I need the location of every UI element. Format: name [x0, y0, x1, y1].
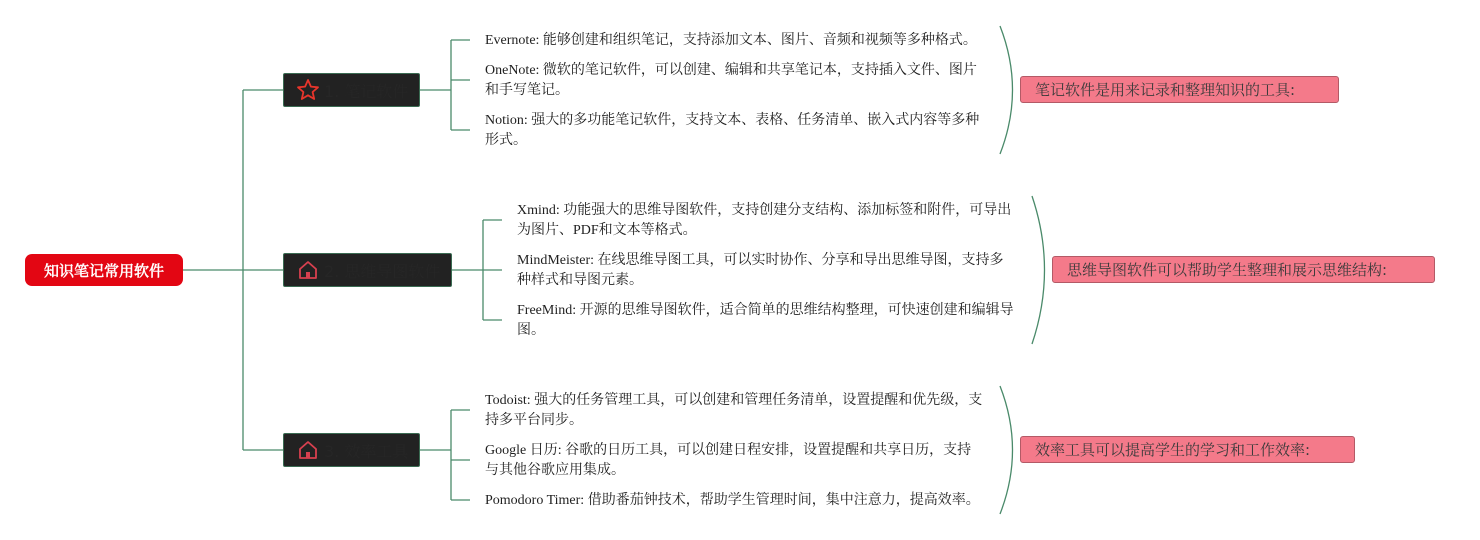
branch-node-3[interactable] [283, 433, 420, 467]
root-label: 知识笔记常用软件 [43, 261, 164, 280]
leaf-notion[interactable]: Notion: 强大的多功能笔记软件，支持文本、表格、任务清单、嵌入式内容等多种形式。 [485, 113, 980, 148]
summary-brace-3 [1000, 386, 1013, 514]
house-icon [296, 258, 320, 282]
leaf-pomodoro[interactable]: Pomodoro Timer: 借助番茄钟技术，帮助学生管理时间，集中注意力，提高效率。 [485, 493, 980, 508]
summary-label-2: 思维导图软件可以帮助学生整理和展示思维结构: [1067, 261, 1388, 279]
summary-label-1: 笔记软件是用来记录和整理知识的工具: [1035, 81, 1296, 99]
summary-brace-1 [1000, 26, 1013, 154]
root-connector [183, 90, 283, 450]
summary-2[interactable] [1052, 256, 1435, 283]
leaf-google-calendar[interactable]: Google 日历: 谷歌的日历工具，可以创建日程安排，设置提醒和共享日历，支持与其他谷歌应用集成。 [485, 443, 972, 478]
leaf-onenote[interactable]: OneNote: 微软的笔记软件，可以创建、编辑和共享笔记本，支持插入文件、图片和手写笔记。 [485, 63, 977, 98]
branch-label-3: 3. 效率工具 [324, 441, 409, 461]
branch-node-1[interactable] [283, 73, 420, 107]
branch-node-2[interactable] [283, 253, 452, 287]
summary-3[interactable] [1020, 436, 1355, 463]
branch-label-2: 2. 思维导图软件 [324, 261, 441, 281]
leaf-freemind[interactable]: FreeMind: 开源的思维导图软件，适合简单的思维结构整理，可快速创建和编辑导图。 [517, 303, 1014, 338]
leaf-evernote[interactable]: Evernote: 能够创建和组织笔记，支持添加文本、图片、音频和视频等多种格式。 [485, 33, 977, 48]
summary-1[interactable] [1020, 76, 1339, 103]
summary-brace-2 [1032, 196, 1045, 344]
root-node[interactable] [25, 254, 183, 286]
leaf-xmind[interactable]: Xmind: 功能强大的思维导图软件，支持创建分支结构、添加标签和附件，可导出为图片、PDF和文本等格式。 [517, 203, 1012, 238]
branch-2-connector [451, 220, 502, 320]
branch-1-connector [419, 40, 470, 130]
house-icon [296, 438, 320, 462]
summary-label-3: 效率工具可以提高学生的学习和工作效率: [1035, 441, 1311, 459]
leaf-mindmeister[interactable]: MindMeister: 在线思维导图工具，可以实时协作、分享和导出思维导图，支持多种样式和导图元素。 [517, 253, 1004, 288]
star-icon [296, 78, 320, 102]
branch-label-1: 1. 笔记软件 [324, 81, 409, 101]
branch-3-connector [419, 410, 470, 500]
leaf-todoist[interactable]: Todoist: 强大的任务管理工具，可以创建和管理任务清单，设置提醒和优先级，支持多平台同步。 [485, 393, 983, 428]
